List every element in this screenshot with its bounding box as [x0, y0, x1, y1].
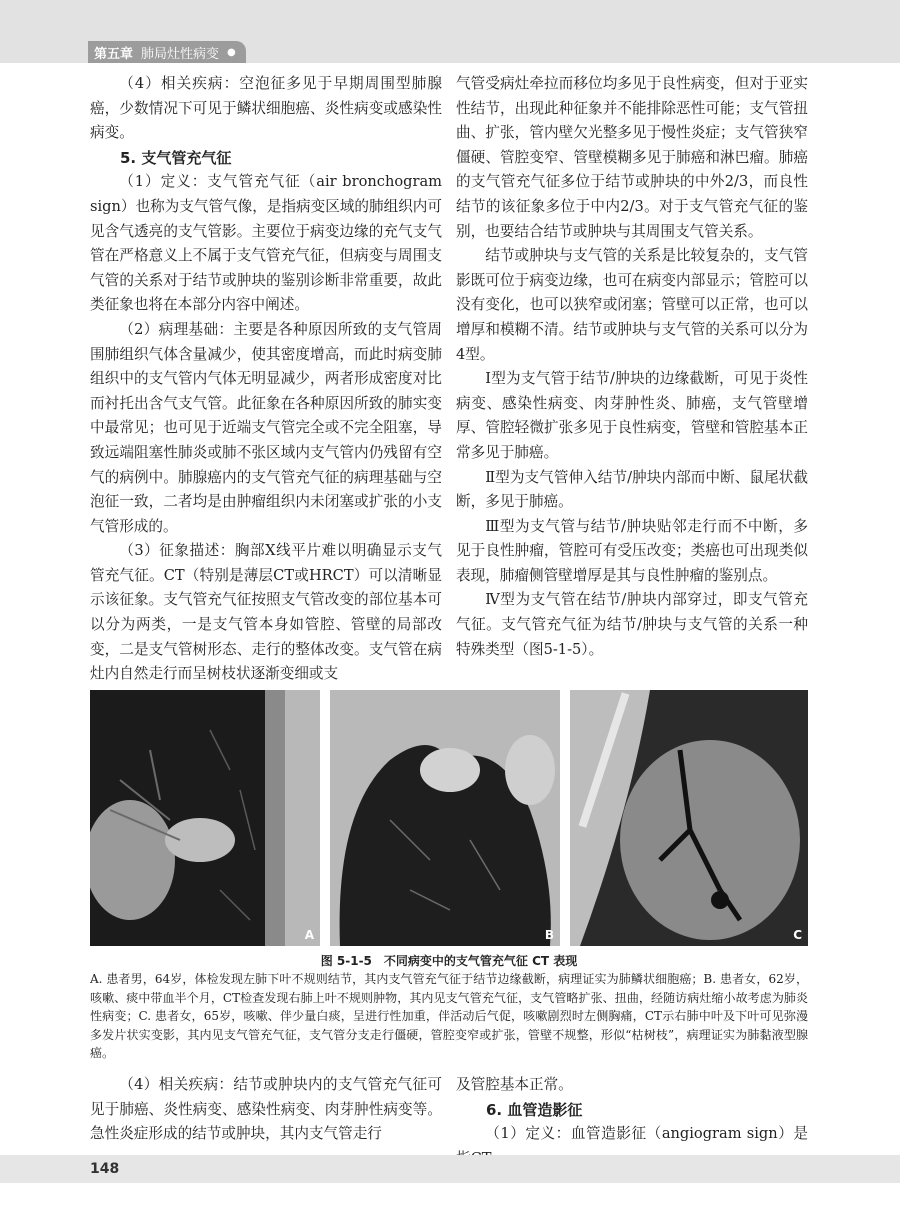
figure-5-1-5 [90, 690, 808, 946]
body-paragraph: Ⅲ型为支气管与结节/肿块贴邻走行而不中断，多见于良性肿瘤，管腔可有受压改变；类癌也可出现类似表现，肺瘤侧管壁增厚是其与良性肿瘤的鉴别点。 [456, 517, 808, 584]
body-paragraph: 及管腔基本正常。 [456, 1076, 573, 1093]
body-paragraph: （1）定义：血管造影征（angiogram sign）是 [485, 1125, 808, 1143]
body-paragraph: Ⅳ型为支气管在结节/肿块内部穿过，即支气管充气征。支气管充气征为结节/肿块与支气管的关系一种特殊类型（图5-1-5）。 [456, 591, 808, 658]
section-heading: 5. 支气管充气征 [120, 148, 232, 167]
chapter-tab [88, 41, 246, 63]
figure-title: 图 5-1-5 不同病变中的支气管充气征 CT 表现 [320, 954, 578, 968]
page-number: 148 [90, 1161, 120, 1177]
body-paragraph: （2）病理基础：主要是各种原因所致的支气管周围肺组织气体含量减少，使其密度增高，而此时病变肺组织中的支气管内气体无明显减少，两者形成密度对比而衬托出含气支气管。此征象在各种原因所致的肺实变中最常见；也可见于近端支气管完全或不完全阻塞，导致远端阻塞性肺炎或肺不张区域内支气管内仍残留有空气的病例中。肺腺癌内的支气管充气征的病理基础与空泡征一致，二者均是由肿瘤组织内未闭塞或扩张的小支气管形成的。 [90, 320, 442, 535]
body-paragraph: （1）定义：支气管充气征（air bronchogram sign）也称为支气管气像，是指病变区域的肺组织内可见含气透亮的支气管影。主要位于病变边缘的充气支气管在严格意义上不属于支气管充气征，但病变与周围支气管的关系对于结节或肿块的鉴别诊断非常重要，故此类征象也将在本部分内容中阐述。 [90, 173, 442, 314]
body-paragraph: 结节或肿块与支气管的关系是比较复杂的，支气管影既可位于病变边缘，也可在病变内部显示；管腔可以没有变化，也可以狭窄或闭塞；管壁可以正常，也可以增厚和模糊不清。结节或肿块与支气管的关系可以分为4型。 [456, 247, 808, 363]
right-column-top [456, 72, 808, 662]
panel-letter-b: B [544, 928, 554, 942]
figure-caption: A. 患者男，64岁，体检发现左肺下叶不规则结节，其内支气管充气征于结节边缘截断，病理证实为肺鳞状细胞癌；B. 患者女，62岁，咳嗽、痰中带血半个月，CT检查发现右肺上叶不规则肿物，其内见支气管充气征，支气管略扩张、扭曲，经随访病灶缩小故考虑为肺炎性病变；C. 患者女，65岁，咳嗽、伴少量白痰，呈进行性加重，伴活动后气促，咳嗽剧烈时左侧胸痛，CT示右肺中叶及下叶可见弥漫多发片状实变影，其内见支气管充气征，支气管分支走行僵硬，管腔变窄或扩张，管壁不规整，形似“枯树枝”，病理证实为肺黏液型腺癌。 [90, 972, 808, 1060]
chapter-number: 第五章 [94, 46, 134, 62]
body-paragraph: （3）征象描述：胸部X线平片难以明确显示支气管充气征。CT（特别是薄层CT或HRCT）可以清晰显示该征象。支气管充气征按照支气管改变的部位基本可以分为两类，一是支气管本身如管腔、管壁的局部改变，二是支气管树形态、走行的整体改变。支气管在病灶内自然走行而呈树枝状逐渐变细或支 [90, 542, 442, 683]
body-paragraph: （4）相关疾病：结节或肿块内的支气管充气征可见于肺癌、炎性病变、感染性病变、肉芽肿性病变等。急性炎症形成的结节或肿块，其内支气管走行 [90, 1076, 442, 1143]
ct-image-c [570, 690, 808, 946]
section-heading: 6. 血管造影征 [486, 1100, 583, 1119]
panel-letter-c: C [793, 928, 802, 942]
body-paragraph: 气管受病灶牵拉而移位均多见于良性病变，但对于亚实性结节，出现此种征象并不能排除恶性可能；支气管扭曲、扩张，管内壁欠光整多见于慢性炎症；支气管狭窄僵硬、管腔变窄、管壁模糊多见于肺癌和淋巴瘤。肺癌的支气管充气征多位于结节或肿块的中外2/3，而良性结节的该征象多位于中内2/3。对于支气管充气征的鉴别，也要结合结节或肿块与其周围支气管关系。 [456, 75, 808, 240]
left-column-bottom [90, 1073, 442, 1147]
ct-image-b [330, 690, 560, 946]
left-column-top [90, 72, 442, 687]
chapter-dot-icon: ● [227, 46, 236, 58]
body-paragraph: （4）相关疾病：空泡征多见于早期周围型肺腺癌，少数情况下可见于鳞状细胞癌、炎性病变或感染性病变。 [90, 75, 442, 142]
ct-image-a [90, 690, 320, 946]
footer-band [0, 1155, 900, 1183]
panel-letter-a: A [304, 928, 314, 942]
chapter-section: 肺局灶性病变 [141, 46, 220, 62]
body-paragraph: Ⅰ型为支气管于结节/肿块的边缘截断，可见于炎性病变、感染性病变、肉芽肿性炎、肺癌，支气管壁增厚、管腔轻微扩张多见于良性病变，管壁和管腔基本正常多见于肺癌。 [456, 370, 808, 461]
body-paragraph: Ⅱ型为支气管伸入结节/肿块内部而中断、鼠尾状截断，多见于肺癌。 [456, 468, 808, 511]
